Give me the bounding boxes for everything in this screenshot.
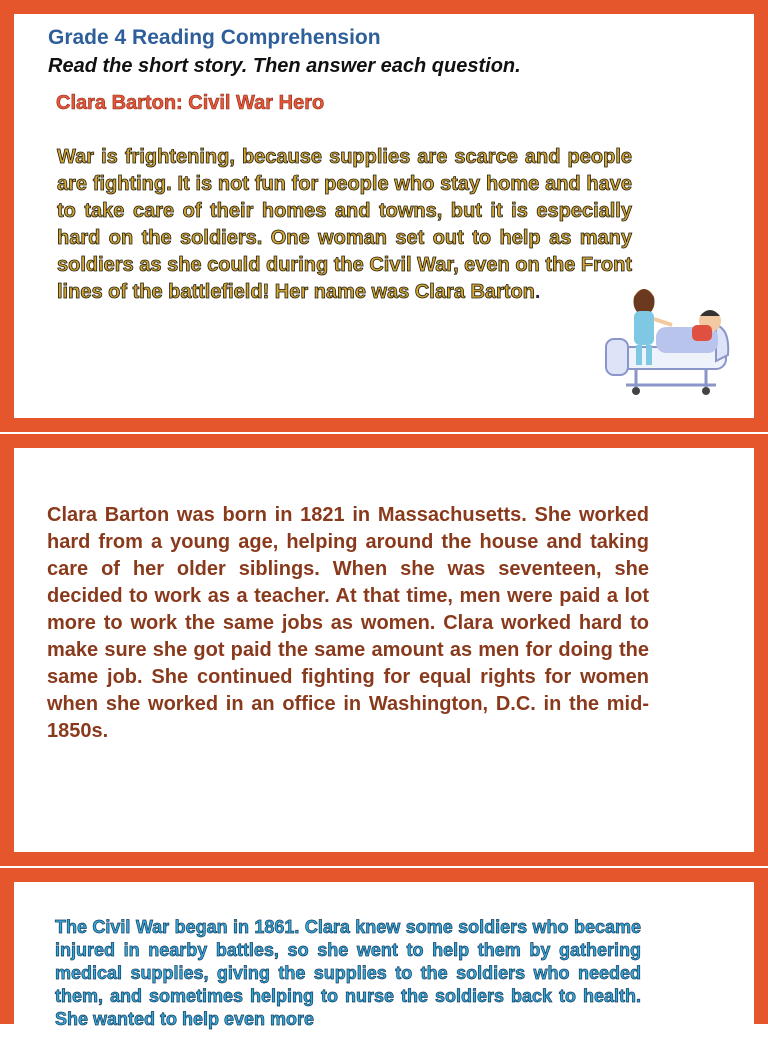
slide-2-content <box>14 448 754 852</box>
intro-paragraph <box>57 144 632 306</box>
story-title: Clara Barton: Civil War Hero <box>56 92 325 114</box>
grade-title: Grade 4 Reading Comprehension <box>48 26 381 49</box>
biography-paragraph: Clara Barton was born in 1821 in Massachusetts. She worked hard from a young age, helping around the house and taking care of her older siblings. When she was seventeen, she decided to work as a teacher. At that time, men were paid a lot more to work the same jobs as women. Clara worked hard to make sure she got paid the same amount as men for doing the same job. She continued fighting for equal rights for women when she worked in an office in Washington, D.C. in the mid-1850s. <box>47 504 649 742</box>
intro-paragraph-tail: . <box>534 281 541 303</box>
slide-1 <box>0 0 768 432</box>
instruction-text: Read the short story. Then answer each question. <box>48 55 521 77</box>
nurse-patient-hospital-bed-illustration <box>596 269 736 399</box>
slide-1-content <box>14 14 754 418</box>
slide-3-content <box>14 882 754 1042</box>
slide-2 <box>0 434 768 866</box>
civil-war-paragraph: The Civil War began in 1861. Clara knew some soldiers who became injured in nearby battles, so she went to help them by gathering medical supplies, giving the supplies to the soldiers who needed them, and sometimes helping to nurse the soldiers back to health. She wanted to help even more <box>55 917 641 1029</box>
intro-paragraph-text: War is frightening, because supplies are scarce and people are fighting. It is not fun for people who stay home and have to take care of their homes and towns, but it is especially hard on the soldiers. One woman set out to help as many soldiers as she could during the Civil War, even on the Front lines of the battlefield! Her name was Clara Barton <box>57 146 632 303</box>
slide-3 <box>0 868 768 1029</box>
